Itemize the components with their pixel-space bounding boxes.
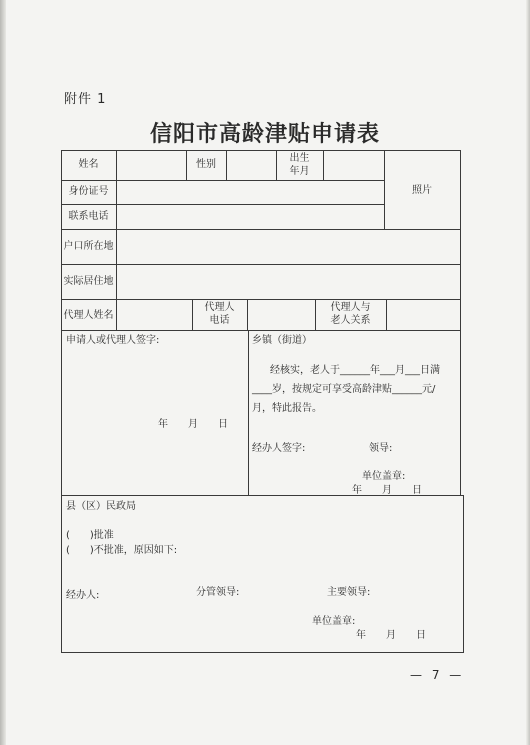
county-date: 年 月 日 bbox=[356, 630, 426, 641]
table-right-border-lower bbox=[463, 495, 464, 653]
field-agent-name[interactable] bbox=[117, 300, 191, 329]
option-approve[interactable]: ( )批准 bbox=[66, 530, 114, 541]
label-handler-sign: 经办人签字: bbox=[252, 443, 306, 454]
row-line bbox=[61, 652, 463, 653]
field-agent-relation[interactable] bbox=[387, 300, 459, 329]
label-county-seal: 单位盖章: bbox=[312, 616, 356, 627]
label-name: 姓名 bbox=[78, 159, 99, 170]
township-date: 年 月 日 bbox=[352, 485, 422, 496]
label-birth-line1: 出生 bbox=[289, 153, 310, 164]
label-leader: 领导: bbox=[369, 443, 393, 454]
label-township: 乡镇（街道） bbox=[252, 335, 312, 346]
label-unit-seal: 单位盖章: bbox=[362, 471, 406, 482]
applicant-date: 年 月 日 bbox=[158, 419, 228, 430]
page-number: — 7 — bbox=[410, 668, 465, 682]
form-title: 信阳市高龄津贴申请表 bbox=[149, 121, 380, 147]
field-hukou[interactable] bbox=[117, 230, 459, 263]
field-agent-phone[interactable] bbox=[248, 300, 314, 329]
label-main-leader: 主要领导: bbox=[327, 587, 371, 598]
label-county-dept: 县（区）民政局 bbox=[66, 501, 136, 512]
table-left-border bbox=[61, 150, 62, 653]
label-residence: 实际居住地 bbox=[63, 276, 114, 287]
option-not-approve[interactable]: ( )不批准，原因如下: bbox=[66, 545, 178, 556]
field-birth[interactable] bbox=[324, 151, 383, 179]
field-name[interactable] bbox=[117, 151, 185, 179]
label-deputy-leader: 分管领导: bbox=[196, 587, 240, 598]
label-agent-phone-line1: 代理人 bbox=[204, 302, 235, 313]
label-applicant-sign: 申请人或代理人签字: bbox=[66, 335, 160, 346]
label-phone: 联系电话 bbox=[68, 211, 109, 222]
label-agent-relation-line1: 代理人与 bbox=[330, 302, 371, 313]
township-text-line2: ____岁，按规定可享受高龄津贴______元/ bbox=[252, 384, 436, 395]
label-id-number: 身份证号 bbox=[68, 186, 109, 197]
field-gender[interactable] bbox=[227, 151, 275, 179]
label-photo: 照片 bbox=[412, 185, 432, 196]
field-id-number[interactable] bbox=[117, 181, 383, 203]
row-line bbox=[61, 330, 460, 331]
label-county-handler: 经办人: bbox=[66, 590, 100, 601]
col-line bbox=[248, 330, 249, 495]
label-gender: 性别 bbox=[196, 159, 216, 170]
label-agent-name: 代理人姓名 bbox=[63, 310, 114, 321]
table-right-border bbox=[460, 150, 461, 496]
township-text-line3: 月，特此报告。 bbox=[252, 403, 322, 414]
label-birth-line2: 年月 bbox=[289, 166, 310, 177]
field-phone[interactable] bbox=[117, 205, 383, 228]
attachment-label: 附件 1 bbox=[64, 92, 107, 107]
field-residence[interactable] bbox=[117, 265, 459, 298]
label-agent-phone-line2: 电话 bbox=[209, 315, 230, 326]
township-text-line1: 经核实，老人于______年___月___日满 bbox=[270, 365, 440, 376]
label-hukou: 户口所在地 bbox=[63, 241, 114, 252]
label-agent-relation-line2: 老人关系 bbox=[330, 315, 371, 326]
